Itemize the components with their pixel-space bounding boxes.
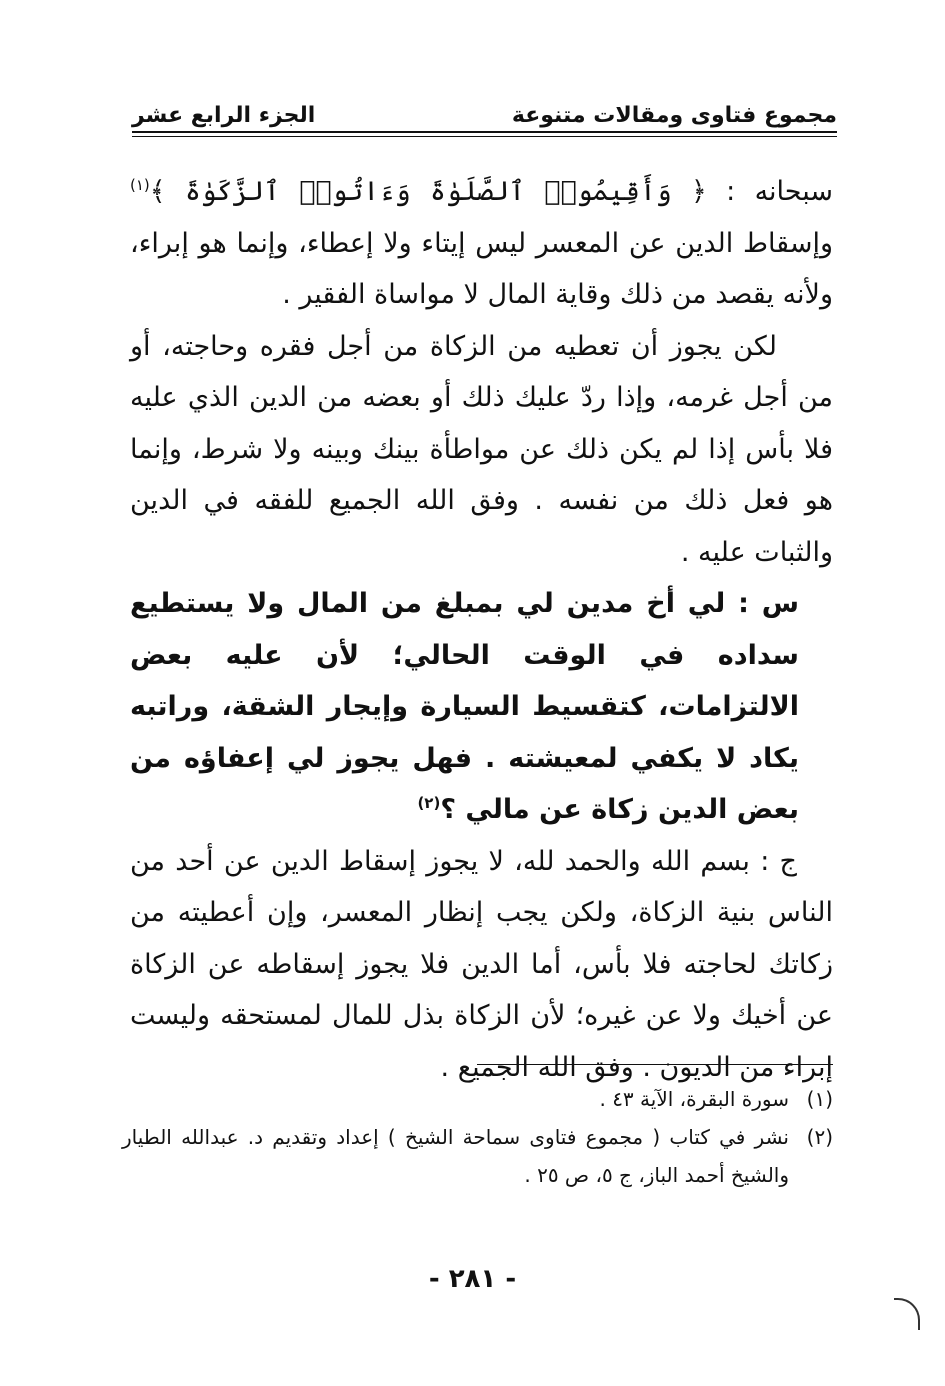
footnote-ref-2: (٢)	[417, 794, 441, 812]
question-text: س : لي أخ مدين لي بمبلغ من المال ولا يستطيع سداده في الوقت الحالي؛ لأن عليه بعض الالتزامات، كتقسيط السيارة وإيجار الشقة، وراتبه يكاد لا يكفي لمعيشته . فهل يجوز لي إعفاؤه من بعض الدين زكاة عن مالي ؟	[130, 588, 799, 825]
paragraph-1-intro: سبحانه :	[706, 176, 833, 207]
header-volume: الجزء الرابع عشر	[132, 103, 316, 128]
header-rule	[132, 131, 837, 137]
footnote-ref-1: (١)	[130, 176, 150, 194]
paragraph-2: لكن يجوز أن تعطيه من الزكاة من أجل فقره وحاجته، أو من أجل غرمه، وإذا ردّ عليك ذلك أو بعضه من الدين الذي عليه فلا بأس إذا لم يكن ذلك عن مواطأة بينك وبينه ولا شرط، وإنما هو فعل ذلك من نفسه . وفق الله الجميع للفقه في الدين والثبات عليه .	[130, 330, 833, 568]
footnote-text: سورة البقرة، الآية ٤٣ .	[599, 1087, 789, 1111]
footnote-item	[122, 1118, 833, 1194]
main-text	[130, 166, 833, 1093]
footnote-number: (٢)	[806, 1125, 833, 1149]
footnote-rule	[477, 1064, 833, 1065]
footnote-number: (١)	[806, 1087, 833, 1111]
running-header	[132, 92, 837, 128]
footnote-item	[122, 1080, 833, 1118]
page-corner-mark	[894, 1298, 920, 1330]
paragraph-1	[130, 166, 833, 321]
question	[130, 578, 833, 836]
footnotes	[122, 1080, 833, 1194]
footnote-text: نشر في كتاب ( مجموع فتاوى سماحة الشيخ ) إعداد وتقديم د. عبدالله الطيار والشيخ أحمد الباز، ج ٥، ص ٢٥ .	[122, 1125, 789, 1187]
page-number: - ٢٨١ -	[428, 1264, 517, 1294]
header-book-title: مجموع فتاوى ومقالات متنوعة	[511, 103, 837, 128]
quran-verse: ﴿ وَأَقِيمُوا۟ ٱلصَّلَوٰةَ وَءَاتُوا۟ ٱلزَّكَوٰةَ ﴾	[149, 176, 707, 207]
paragraph-1-text: وإسقاط الدين عن المعسر ليس إيتاء ولا إعطاء، وإنما هو إبراء، ولأنه يقصد من ذلك وقاية المال لا مواساة الفقير .	[130, 227, 833, 310]
answer: ج : بسم الله والحمد لله، لا يجوز إسقاط الدين عن أحد من الناس بنية الزكاة، ولكن يجب إنظار المعسر، وإن أعطيته من زكاتك لحاجته فلا بأس، أما الدين فلا يجوز إسقاطه عن الزكاة عن أخيك ولا عن غيره؛ لأن الزكاة بذل للمال لمستحقه وليست إبراء من الديون . وفق الله الجميع .	[130, 845, 833, 1083]
